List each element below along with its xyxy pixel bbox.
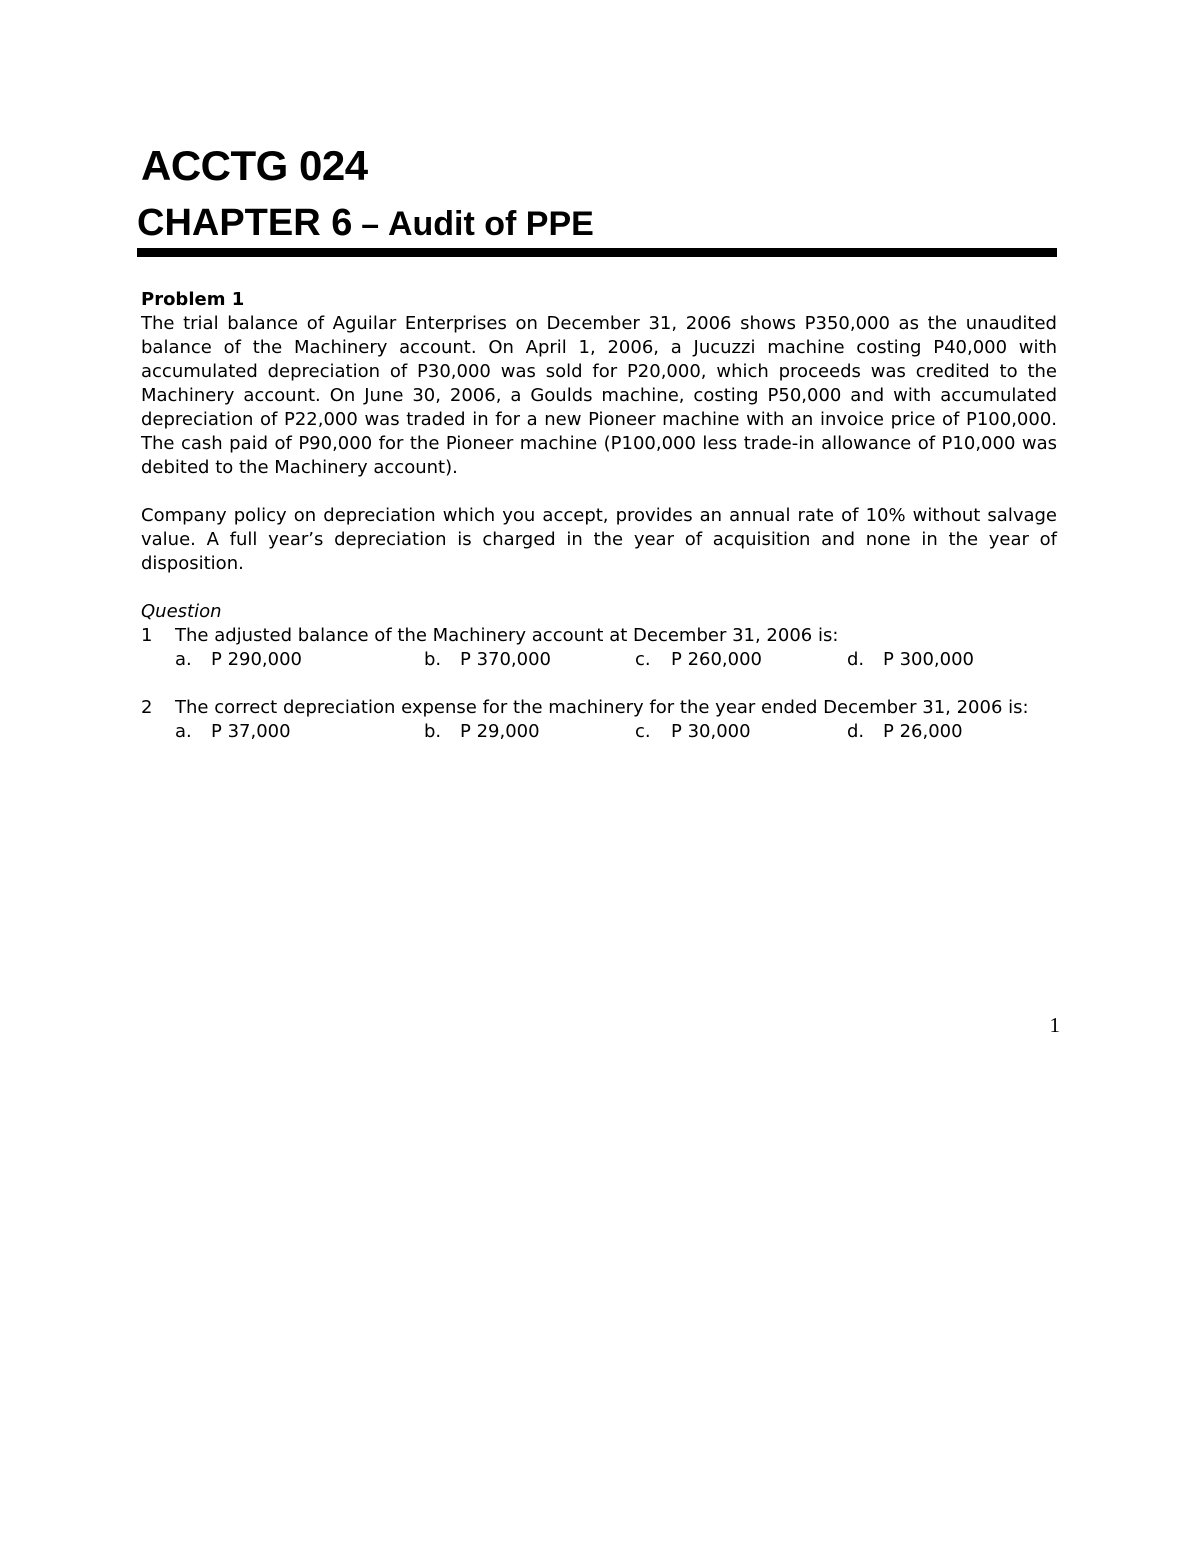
choice-d [847, 648, 974, 672]
problem-paragraph-1: The trial balance of Aguilar Enterprises on December 31, 2006 shows P350,000 as the unaudited balance of the Machinery account. On April 1, 2006, a Jucuzzi machine costing P40,000 with accumulated depreciation of P30,000 was sold for P20,000, which proceeds was credited to the Machinery account. On June 30, 2006, a Goulds machine, costing P50,000 and with accumulated depreciation of P22,000 was traded in for a new Pioneer machine with an invoice price of P100,000. The cash paid of P90,000 for the Pioneer machine (P100,000 less trade-in allowance of P10,000 was debited to the Machinery account). [141, 313, 1057, 478]
problem-paragraph-2: Company policy on depreciation which you accept, provides an annual rate of 10% without salvage value. A full year’s depreciation is charged in the year of acquisition and none in the year of disposition. [141, 505, 1057, 574]
choice-value: P 26,000 [883, 721, 963, 742]
choice-value: P 37,000 [211, 721, 291, 742]
chapter-subject: Audit of PPE [387, 205, 594, 243]
choice-value: P 370,000 [460, 649, 552, 670]
chapter-separator: – [352, 206, 388, 242]
choice-value: P 290,000 [211, 649, 303, 670]
choice-value: P 260,000 [671, 649, 763, 670]
choice-c [635, 720, 751, 744]
choice-d [847, 720, 963, 744]
choice-a [175, 720, 291, 744]
choice-letter: c. [635, 721, 651, 742]
choice-letter: b. [424, 649, 442, 670]
choice-letter: d. [847, 649, 865, 670]
choice-b [424, 720, 540, 744]
chapter-title [137, 200, 594, 247]
problem-section [141, 288, 1057, 744]
problem-title: Problem 1 [141, 289, 245, 310]
answer-choices [175, 648, 1057, 672]
course-code: ACCTG 024 [141, 142, 368, 189]
title-rule [137, 248, 1057, 257]
spacer [141, 576, 1057, 600]
choice-letter: b. [424, 721, 442, 742]
question-text: The correct depreciation expense for the machinery for the year ended December 31, 2006 is: [175, 697, 1029, 718]
choice-value: P 300,000 [883, 649, 975, 670]
choice-b [424, 648, 551, 672]
question-2 [141, 696, 1057, 744]
choice-letter: a. [175, 721, 192, 742]
chapter-number: CHAPTER 6 [137, 202, 353, 244]
question-number: 1 [141, 625, 153, 646]
choice-a [175, 648, 302, 672]
page-number: 1 [1049, 1013, 1060, 1037]
choice-value: P 30,000 [671, 721, 751, 742]
question-number: 2 [141, 697, 153, 718]
question-label: Question [141, 601, 222, 622]
answer-choices [175, 720, 1057, 744]
spacer [141, 672, 1057, 696]
choice-value: P 29,000 [460, 721, 540, 742]
choice-c [635, 648, 762, 672]
question-text: The adjusted balance of the Machinery account at December 31, 2006 is: [175, 625, 839, 646]
choice-letter: d. [847, 721, 865, 742]
choice-letter: a. [175, 649, 192, 670]
question-1 [141, 624, 1057, 672]
spacer [141, 480, 1057, 504]
choice-letter: c. [635, 649, 651, 670]
